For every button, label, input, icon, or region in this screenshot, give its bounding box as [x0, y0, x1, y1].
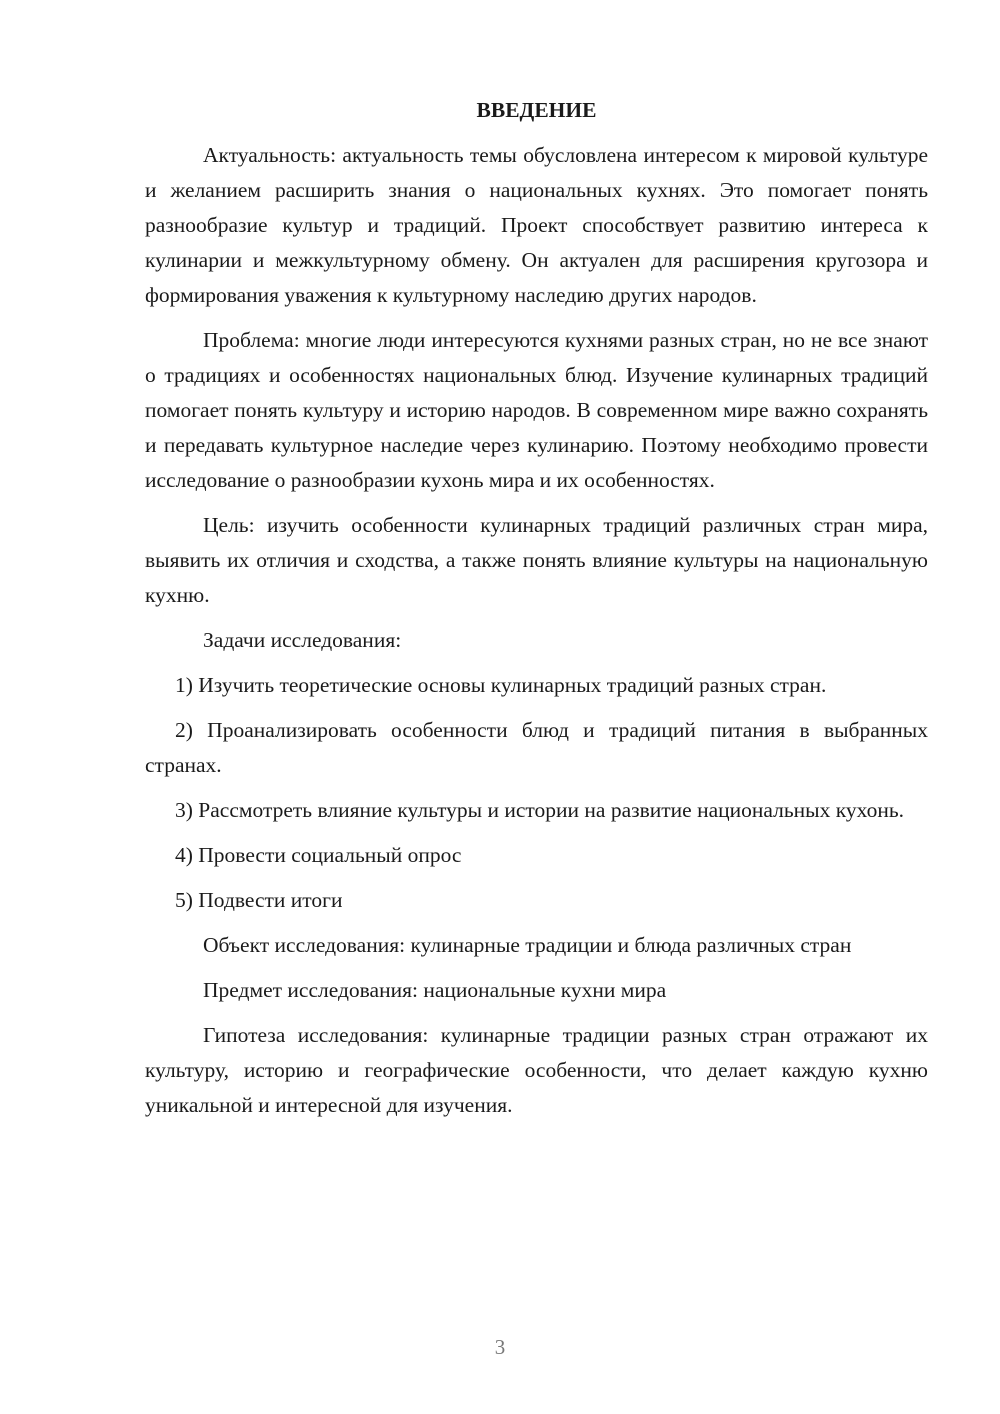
- task-item-5: 5) Подвести итоги: [175, 888, 343, 912]
- task-item-1: 1) Изучить теоретические основы кулинарных традиций разных стран.: [175, 673, 827, 697]
- object-paragraph: Объект исследования: кулинарные традиции и блюда различных стран: [203, 933, 852, 957]
- page-number: 3: [494, 1335, 506, 1359]
- task-item-2: 2) Проанализировать особенности блюд и традиций питания в выбранных странах.: [145, 718, 928, 777]
- relevance-paragraph: Актуальность: актуальность темы обусловлена интересом к мировой культуре и желанием расширить знания о национальных кухнях. Это помогает понять разнообразие культур и традиций. Проект способствует развитию интереса к кулинарии и межкультурному обмену. Он актуален для расширения кругозора и формирования уважения к культурному наследию других народов.: [145, 143, 928, 307]
- page-title: ВВЕДЕНИЕ: [476, 98, 597, 122]
- page-content: [145, 95, 928, 1133]
- problem-paragraph: Проблема: многие люди интересуются кухнями разных стран, но не все знают о традициях и особенностях национальных блюд. Изучение кулинарных традиций помогает понять культуру и историю народов. В современном мире важно сохранять и передавать культурное наследие через кулинарию. Поэтому необходимо провести исследование о разнообразии кухонь мира и их особенностях.: [145, 328, 928, 492]
- task-item-3: 3) Рассмотреть влияние культуры и истории на развитие национальных кухонь.: [175, 798, 905, 822]
- hypothesis-paragraph: Гипотеза исследования: кулинарные традиции разных стран отражают их культуру, историю и географические особенности, что делает каждую кухню уникальной и интересной для изучения.: [145, 1023, 928, 1117]
- goal-paragraph: Цель: изучить особенности кулинарных традиций различных стран мира, выявить их отличия и сходства, а также понять влияние культуры на национальную кухню.: [145, 513, 928, 607]
- tasks-heading: Задачи исследования:: [203, 628, 402, 652]
- subject-paragraph: Предмет исследования: национальные кухни мира: [203, 978, 667, 1002]
- task-item-4: 4) Провести социальный опрос: [175, 843, 462, 867]
